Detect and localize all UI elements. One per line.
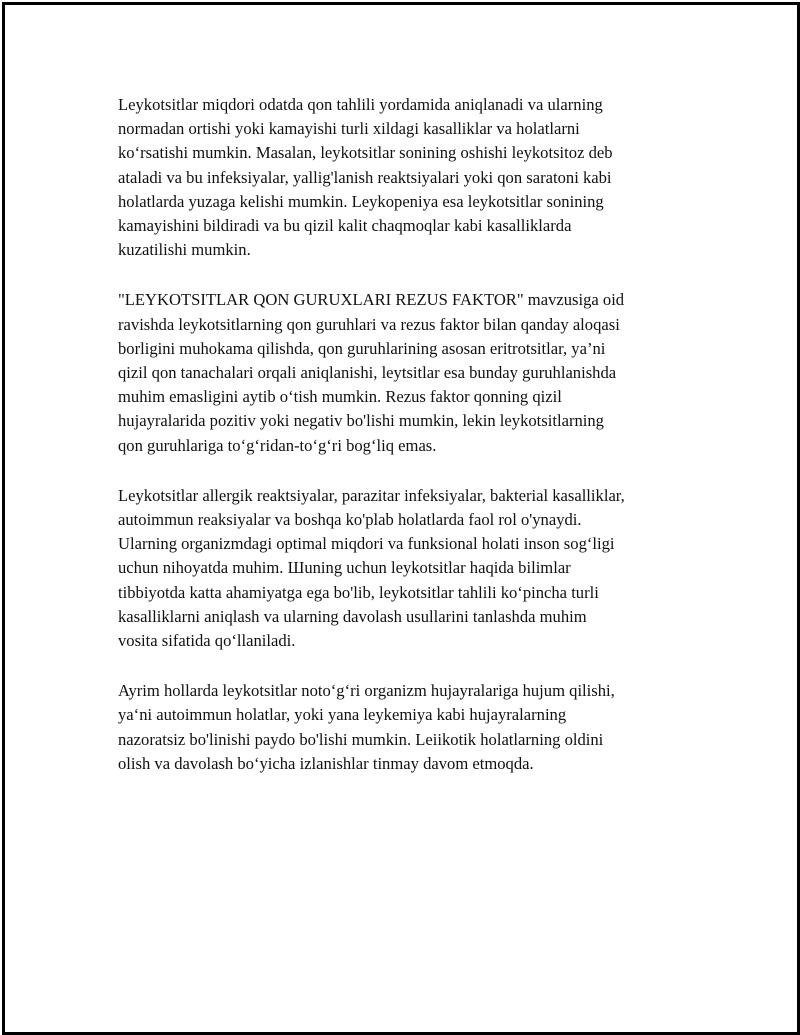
text-line: "LEYKOTSITLAR QON GURUXLARI REZUS FAKTOR" mavzusiga oid <box>118 290 625 310</box>
text-line: qon guruhlariga to‘g‘ridan-to‘g‘ri bog‘liq emas. <box>118 435 437 455</box>
paragraph-3 <box>118 484 696 653</box>
text-line: tibbiyotda katta ahamiyatga ega bo'lib, leykotsitlar tahlili ko‘pincha turli <box>118 582 599 602</box>
paragraph-2 <box>118 288 696 457</box>
text-line: uchun nihoyatda muhim. Шuning uchun leykotsitlar haqida bilimlar <box>118 558 571 578</box>
text-line: holatlarda yuzaga kelishi mumkin. Leykopeniya esa leykotsitlar sonining <box>118 191 604 211</box>
text-line: kamayishini bildiradi va bu qizil kalit chaqmoqlar kabi kasalliklarda <box>118 216 572 236</box>
text-line: ko‘rsatishi mumkin. Masalan, leykotsitlar sonining oshishi leykotsitoz deb <box>118 143 613 163</box>
text-line: kuzatilishi mumkin. <box>118 240 251 260</box>
paragraph-1 <box>118 93 696 262</box>
text-line: Ularning organizmdagi optimal miqdori va funksional holati inson sog‘ligi <box>118 534 615 554</box>
text-line: muhim emasligini aytib o‘tish mumkin. Rezus faktor qonning qizil <box>118 387 562 407</box>
text-line: nazoratsiz bo'linishi paydo bo'lishi mumkin. Leiikotik holatlarning oldini <box>118 729 604 749</box>
text-line: autoimmun reaksiyalar va boshqa ko'plab holatlarda faol rol o'ynaydi. <box>118 510 582 530</box>
text-line: olish va davolash bo‘yicha izlanishlar tinmay davom etmoqda. <box>118 753 534 773</box>
text-line: kasalliklarni aniqlash va ularning davolash usullarini tanlashda muhim <box>118 606 587 626</box>
text-line: Leykotsitlar allergik reaktsiyalar, parazitar infeksiyalar, bakterial kasalliklar, <box>118 485 625 505</box>
text-line: Leykotsitlar miqdori odatda qon tahlili yordamida aniqlanadi va ularning <box>118 95 603 114</box>
text-line: ataladi va bu infeksiyalar, yallig'lanish reaktsiyalari yoki qon saratoni kabi <box>118 167 612 187</box>
document-body <box>118 93 696 802</box>
paragraph-4 <box>118 679 696 776</box>
text-line: normadan ortishi yoki kamayishi turli xildagi kasalliklar va holatlarni <box>118 119 580 139</box>
text-line: borligini muhokama qilishda, qon guruhlarining asosan eritrotsitlar, ya’ni <box>118 338 606 358</box>
text-line: qizil qon tanachalari orqali aniqlanishi, leytsitlar esa bunday guruhlanishda <box>118 363 617 383</box>
text-line: vosita sifatida qo‘llaniladi. <box>118 631 296 651</box>
text-line: ravishda leykotsitlarning qon guruhlari va rezus faktor bilan qanday aloqasi <box>118 314 620 334</box>
text-line: Ayrim hollarda leykotsitlar noto‘g‘ri organizm hujayralariga hujum qilishi, <box>118 681 615 701</box>
text-line: hujayralarida pozitiv yoki negativ bo'lishi mumkin, lekin leykotsitlarning <box>118 411 604 431</box>
text-line: ya‘ni autoimmun holatlar, yoki yana leykemiya kabi hujayralarning <box>118 705 567 725</box>
